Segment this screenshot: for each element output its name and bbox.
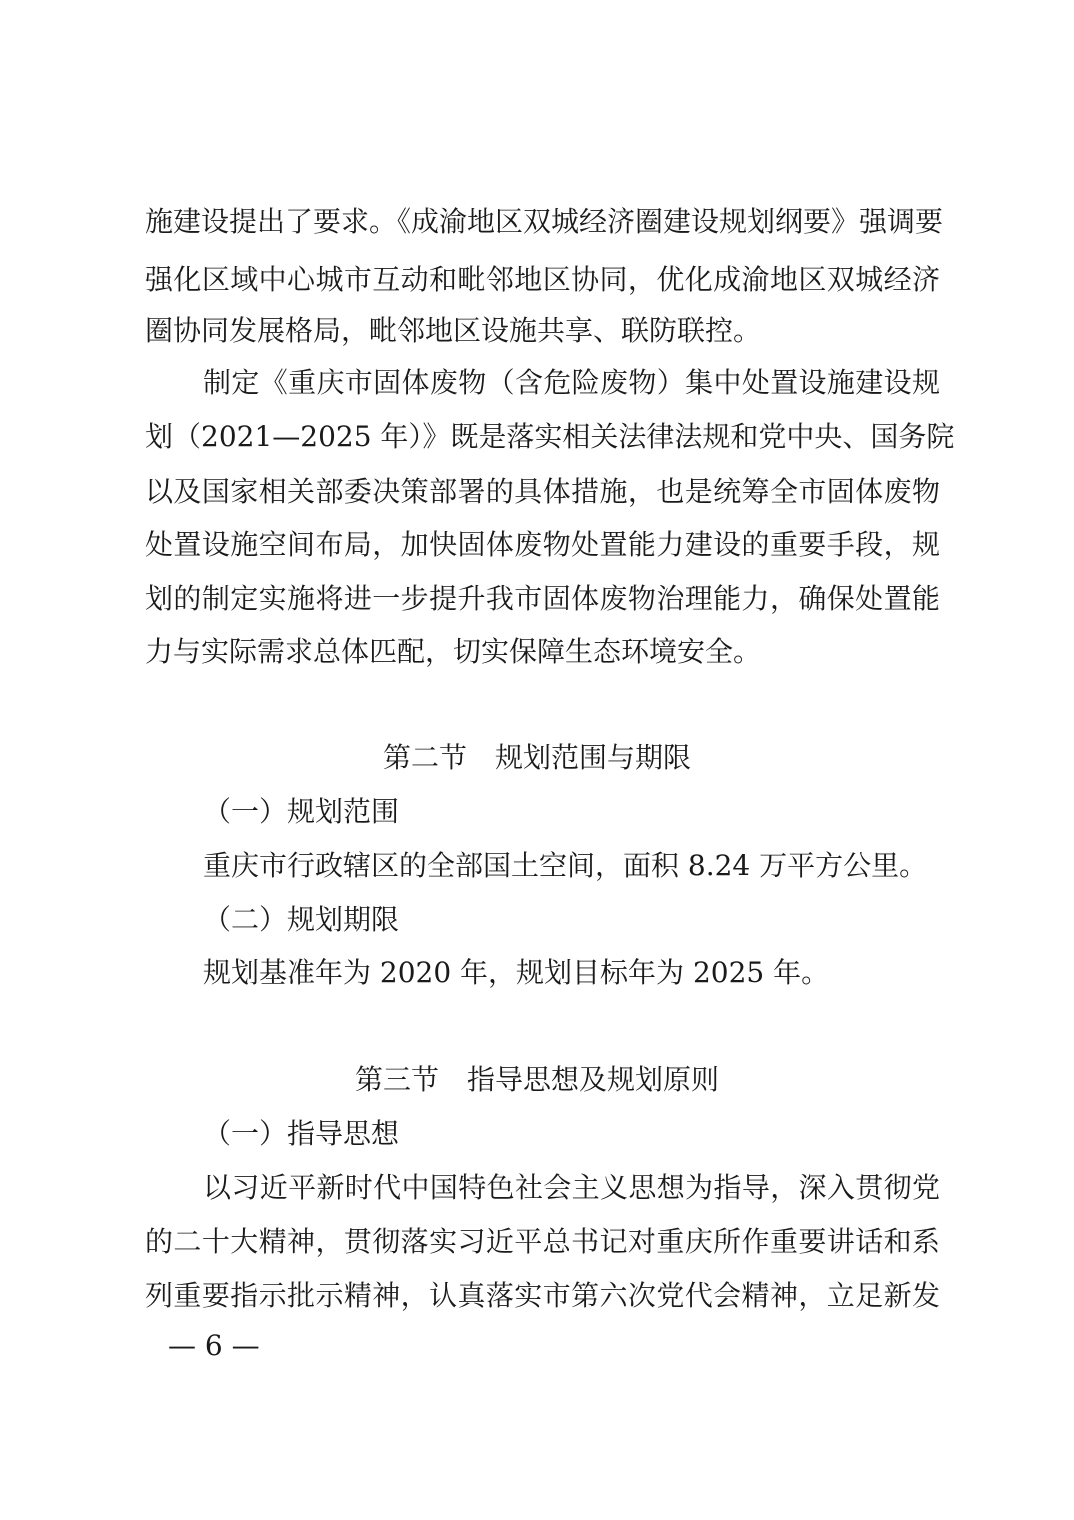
body-text-line: 力与实际需求总体匹配，切实保障生态环境安全。 — [145, 635, 762, 668]
body-text-line: 施建设提出了要求。《成渝地区双城经济圈建设规划纲要》强调要 — [145, 205, 944, 238]
body-text-line: 划（2021—2025 年）》既是落实相关法律法规和党中央、国务院 — [145, 420, 955, 453]
body-text-line: 圈协同发展格局，毗邻地区设施共享、联防联控。 — [145, 314, 762, 347]
body-text-line: 重庆市行政辖区的全部国土空间，面积 8.24 万平方公里。 — [203, 849, 928, 882]
section-heading: 第二节 规划范围与期限 — [382, 741, 691, 774]
body-text-line: 强化区域中心城市互动和毗邻地区协同，优化成渝地区双城经济 — [145, 263, 940, 296]
body-text-line: 制定《重庆市固体废物（含危险废物）集中处置设施建设规 — [203, 366, 940, 399]
subsection-title: （二）规划期限 — [203, 903, 400, 936]
subsection-title: （一）规划范围 — [203, 795, 400, 828]
page-number: — 6 — — [168, 1329, 260, 1362]
section-heading: 第三节 指导思想及规划原则 — [354, 1063, 719, 1096]
body-text-line: 处置设施空间布局，加快固体废物处置能力建设的重要手段，规 — [145, 528, 940, 561]
subsection-title: （一）指导思想 — [203, 1117, 400, 1150]
body-text-line: 列重要指示批示精神，认真落实市第六次党代会精神，立足新发 — [145, 1279, 940, 1312]
body-text-line: 的二十大精神，贯彻落实习近平总书记对重庆所作重要讲话和系 — [145, 1225, 940, 1258]
body-text-line: 以习近平新时代中国特色社会主义思想为指导，深入贯彻党 — [203, 1171, 940, 1204]
body-text-line: 规划基准年为 2020 年，规划目标年为 2025 年。 — [203, 956, 830, 989]
body-text-line: 划的制定实施将进一步提升我市固体废物治理能力，确保处置能 — [145, 582, 940, 615]
body-text-line: 以及国家相关部委决策部署的具体措施，也是统筹全市固体废物 — [145, 475, 940, 508]
